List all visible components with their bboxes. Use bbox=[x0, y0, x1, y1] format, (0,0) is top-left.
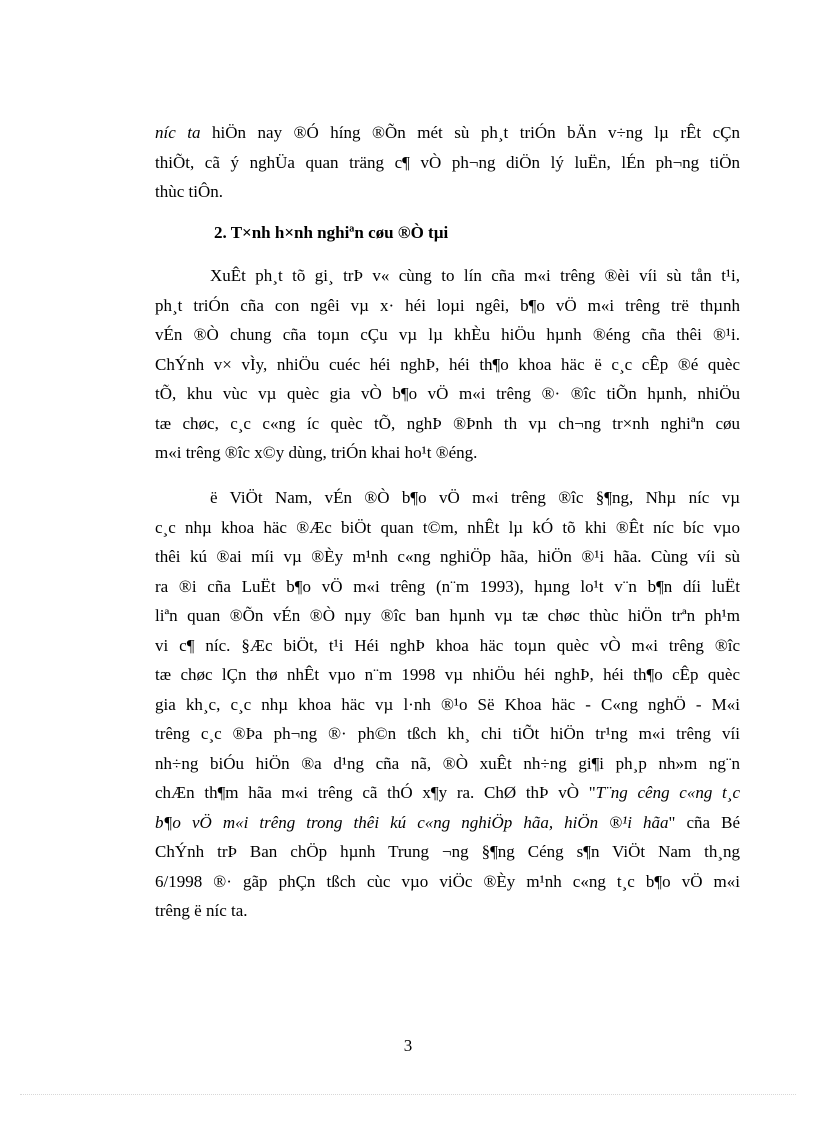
text-line: tÕ, khu vùc vµ quèc gia vÒ b¶o vÖ m«i trêng ®· ®îc tiÕn hµnh, nhiÖu bbox=[155, 384, 740, 403]
text-line: XuÊt ph¸t tõ gi¸ trÞ v« cùng to lín cña m«i trêng ®èi víi sù tån t¹i, bbox=[210, 266, 740, 285]
text-line: thiÕt, cã ý nghÜa quan träng c¶ vÒ ph¬ng diÖn lý luËn, lÉn ph¬ng tiÖn bbox=[155, 152, 740, 172]
text-line: ra ®i cña LuËt b¶o vÖ m«i trêng (n¨m 1993), hµng lo¹t v¨n b¶n díi luËt bbox=[155, 576, 740, 596]
text-span-italic: b¶o vÖ m«i trêng trong thêi kú c«ng nghiÖp hãa, hiÖn ®¹i hãa bbox=[155, 812, 669, 832]
text-line: tæ chøc lÇn thø nhÊt vµo n¨m 1998 vµ nhiÖu héi nghÞ, héi th¶o cÊp quèc bbox=[155, 665, 740, 684]
text-line: ë ViÖt Nam, vÉn ®Ò b¶o vÖ m«i trêng ®îc §¶ng, Nhµ níc vµ bbox=[210, 488, 740, 507]
text-line: trêng ë níc ta. bbox=[155, 901, 248, 920]
text-line: ChÝnh trÞ Ban chÖp hµnh Trung ¬ng §¶ng Céng s¶n ViÖt Nam th¸ng bbox=[155, 842, 740, 861]
paragraph-vietnam bbox=[155, 483, 740, 926]
text-line: gia kh¸c, c¸c nhµ khoa häc vµ l·nh ®¹o Së Khoa häc - C«ng nghÖ - M«i bbox=[155, 694, 740, 714]
text-line bbox=[155, 808, 740, 838]
text-span-italic: níc ta bbox=[155, 123, 201, 142]
text-line: liªn quan ®Õn vÉn ®Ò nµy ®îc ban hµnh vµ tæ chøc thùc hiÖn trªn ph¹m bbox=[155, 606, 740, 625]
section-heading: 2. T×nh h×nh nghiªn cøu ®Ò tµi bbox=[214, 223, 449, 242]
text-span: " cña Bé bbox=[668, 812, 740, 832]
text-line: vi c¶ níc. §Æc biÖt, t¹i Héi nghÞ khoa häc toµn quèc vÒ m«i trêng ®îc bbox=[155, 635, 740, 655]
text-span: chÆn th¶m hãa m«i trêng cã thÓ x¶y ra. ChØ thÞ vÒ " bbox=[155, 783, 596, 802]
text-line: m«i trêng ®îc x©y dùng, triÓn khai ho¹t ®éng. bbox=[155, 443, 478, 462]
intro-paragraph bbox=[155, 118, 740, 207]
page-divider bbox=[20, 1094, 796, 1095]
text-line bbox=[155, 118, 740, 148]
text-line: thùc tiÔn. bbox=[155, 182, 223, 201]
page-number: 3 bbox=[403, 1036, 413, 1055]
text-line: 6/1998 ®· gãp phÇn tßch cùc vµo viÖc ®Èy m¹nh c«ng t¸c b¶o vÖ m«i bbox=[155, 871, 740, 891]
text-line: tæ chøc, c¸c c«ng íc quèc tÕ, nghÞ ®Þnh th vµ ch¬ng tr×nh nghiªn cøu bbox=[155, 413, 740, 433]
text-line: ChÝnh v× vÌy, nhiÖu cuéc héi nghÞ, héi th¶o khoa häc ë c¸c cÊp ®é quèc bbox=[155, 354, 740, 374]
paragraph-research-overview bbox=[155, 261, 740, 468]
text-line: trêng c¸c ®Þa ph¬ng ®· ph©n tßch kh¸ chi tiÕt hiÖn tr¹ng m«i trêng víi bbox=[155, 724, 740, 743]
text-line: thêi kú ®ai míi vµ ®Èy m¹nh c«ng nghiÖp hãa, hiÖn ®¹i hãa. Cùng víi sù bbox=[155, 547, 740, 566]
text-span: hiÖn nay ®Ó híng ®Õn mét sù ph¸t triÓn bÄn v÷ng lµ rÊt cÇn bbox=[200, 123, 740, 142]
text-span-italic: T¨ng cêng c«ng t¸c bbox=[595, 783, 740, 802]
text-line bbox=[155, 778, 740, 808]
text-line: c¸c nhµ khoa häc ®Æc biÖt quan t©m, nhÊt lµ kÓ tõ khi ®Êt níc bíc vµo bbox=[155, 517, 740, 537]
text-line: ph¸t triÓn cña con ngêi vµ x· héi loµi ngêi, b¶o vÖ m«i trêng trë thµnh bbox=[155, 295, 740, 315]
text-line: nh÷ng biÓu hiÖn ®a d¹ng cña nã, ®Ò xuÊt nh÷ng gi¶i ph¸p nh»m ng¨n bbox=[155, 753, 740, 773]
text-line: vÉn ®Ò chung cña toµn cÇu vµ lµ khÈu hiÖu hµnh ®éng cña thêi ®¹i. bbox=[155, 325, 740, 344]
